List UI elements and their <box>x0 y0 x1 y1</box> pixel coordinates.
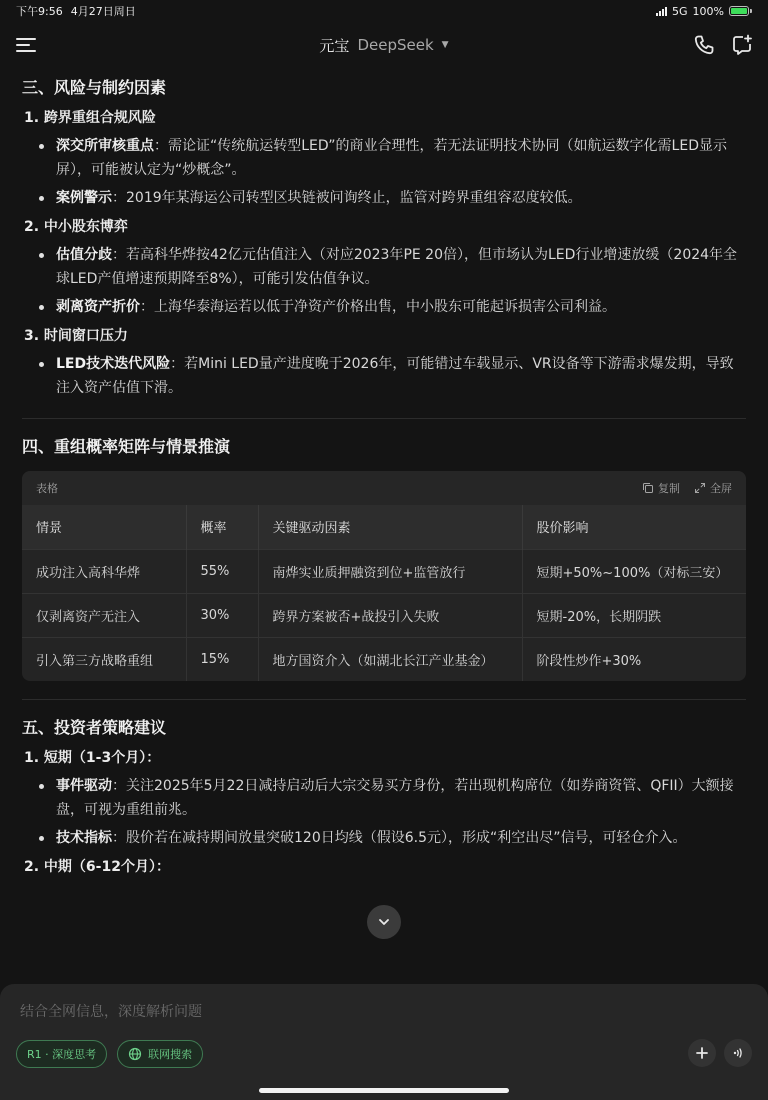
voice-wave-icon <box>731 1046 745 1060</box>
table-cell: 15% <box>186 637 258 681</box>
fullscreen-button[interactable]: 全屏 <box>694 480 732 496</box>
battery-icon <box>729 6 752 16</box>
section-4-title: 四、重组概率矩阵与情景推演 <box>22 437 231 456</box>
table-header-cell: 概率 <box>186 505 258 549</box>
web-search-toggle[interactable]: 联网搜索 <box>117 1040 203 1068</box>
home-indicator <box>259 1088 509 1093</box>
network-label: 5G <box>672 4 688 18</box>
table-row <box>22 593 746 637</box>
expand-icon <box>694 482 706 494</box>
section-5-sub2-title: 2. 中期（6-12个月）： <box>24 859 170 875</box>
section-5-sub1-title: 1. 短期（1-3个月）： <box>24 750 161 766</box>
copy-icon <box>642 482 654 494</box>
new-chat-icon[interactable] <box>730 33 754 57</box>
section-3-sub2-title: 2. 中小股东博弈 <box>24 219 128 235</box>
divider <box>22 699 746 700</box>
copy-button[interactable]: 复制 <box>642 480 680 496</box>
bullet-list <box>52 352 746 400</box>
divider <box>22 418 746 419</box>
chevron-down-icon <box>377 915 391 929</box>
section-3-sub3-title: 3. 时间窗口压力 <box>24 328 128 344</box>
message-input[interactable]: 结合全网信息，深度解析问题 <box>20 1004 202 1020</box>
add-button[interactable] <box>688 1039 716 1067</box>
list-item: 估值分歧：若高科华烨按42亿元估值注入（对应2023年PE 20倍），但市场认为LED行业增速放缓（2024年全球LED产值增速预期降至8%），可能引发估值争议。 <box>52 243 746 291</box>
app-name: 元宝 <box>319 36 350 55</box>
list-item: LED技术迭代风险：若Mini LED量产进度晚于2026年，可能错过车载显示、VR设备等下游需求爆发期，导致注入资产估值下滑。 <box>52 352 746 400</box>
globe-icon <box>128 1047 142 1061</box>
table-header-cell: 关键驱动因素 <box>258 505 522 549</box>
list-item: 案例警示：2019年某海运公司转型区块链被问询终止，监管对跨界重组容忍度较低。 <box>52 186 746 210</box>
top-bar <box>0 22 768 68</box>
status-bar <box>0 0 768 22</box>
table-header-row <box>22 505 746 549</box>
battery-label: 100% <box>692 4 724 18</box>
chevron-down-icon: ▼ <box>441 40 449 50</box>
bullet-list <box>52 243 746 319</box>
voice-button[interactable] <box>724 1039 752 1067</box>
table-label: 表格 <box>36 482 58 495</box>
table-row <box>22 637 746 681</box>
table-cell: 短期+50%~100%（对标三安） <box>522 549 746 593</box>
section-3-title: 三、风险与制约因素 <box>22 78 167 97</box>
model-name: DeepSeek <box>357 36 434 54</box>
menu-icon[interactable] <box>14 34 38 56</box>
composer <box>0 984 768 1100</box>
bullet-list <box>52 134 746 210</box>
status-date: 4月27日周日 <box>70 5 136 18</box>
table-row <box>22 549 746 593</box>
table-cell: 南烨实业质押融资到位+监管放行 <box>258 549 522 593</box>
table-cell: 30% <box>186 593 258 637</box>
table-card <box>22 471 746 681</box>
plus-icon <box>695 1046 709 1060</box>
table-cell: 地方国资介入（如湖北长江产业基金） <box>258 637 522 681</box>
section-3-sub1-title: 1. 跨界重组合规风险 <box>24 110 156 126</box>
scroll-down-button[interactable] <box>367 905 401 939</box>
table-cell: 短期-20%，长期阴跌 <box>522 593 746 637</box>
list-item: 剥离资产折价：上海华泰海运若以低于净资产价格出售，中小股东可能起诉损害公司利益。 <box>52 295 746 319</box>
scenario-table <box>22 505 746 681</box>
phone-icon[interactable] <box>692 33 716 57</box>
status-time: 下午9:56 <box>16 5 63 18</box>
table-cell: 仅剥离资产无注入 <box>22 593 186 637</box>
table-cell: 跨界方案被否+战投引入失败 <box>258 593 522 637</box>
bullet-list <box>52 774 746 850</box>
model-selector[interactable] <box>319 35 448 56</box>
table-cell: 成功注入高科华烨 <box>22 549 186 593</box>
table-header-cell: 股价影响 <box>522 505 746 549</box>
table-cell: 阶段性炒作+30% <box>522 637 746 681</box>
list-item: 事件驱动：关注2025年5月22日减持启动后大宗交易买方身份，若出现机构席位（如券商资管、QFII）大额接盘，可视为重组前兆。 <box>52 774 746 822</box>
list-item: 深交所审核重点：需论证“传统航运转型LED”的商业合理性，若无法证明技术协同（如航运数字化需LED显示屏），可能被认定为“炒概念”。 <box>52 134 746 182</box>
signal-icon <box>656 7 667 16</box>
list-item: 技术指标：股价若在减持期间放量突破120日均线（假设6.5元），形成“利空出尽”信号，可轻仓介入。 <box>52 826 746 850</box>
section-5-title: 五、投资者策略建议 <box>22 718 167 737</box>
chat-content[interactable] <box>0 68 768 988</box>
deep-think-toggle[interactable]: R1 · 深度思考 <box>16 1040 107 1068</box>
table-header-cell: 情景 <box>22 505 186 549</box>
table-cell: 引入第三方战略重组 <box>22 637 186 681</box>
table-toolbar <box>22 471 746 505</box>
table-cell: 55% <box>186 549 258 593</box>
